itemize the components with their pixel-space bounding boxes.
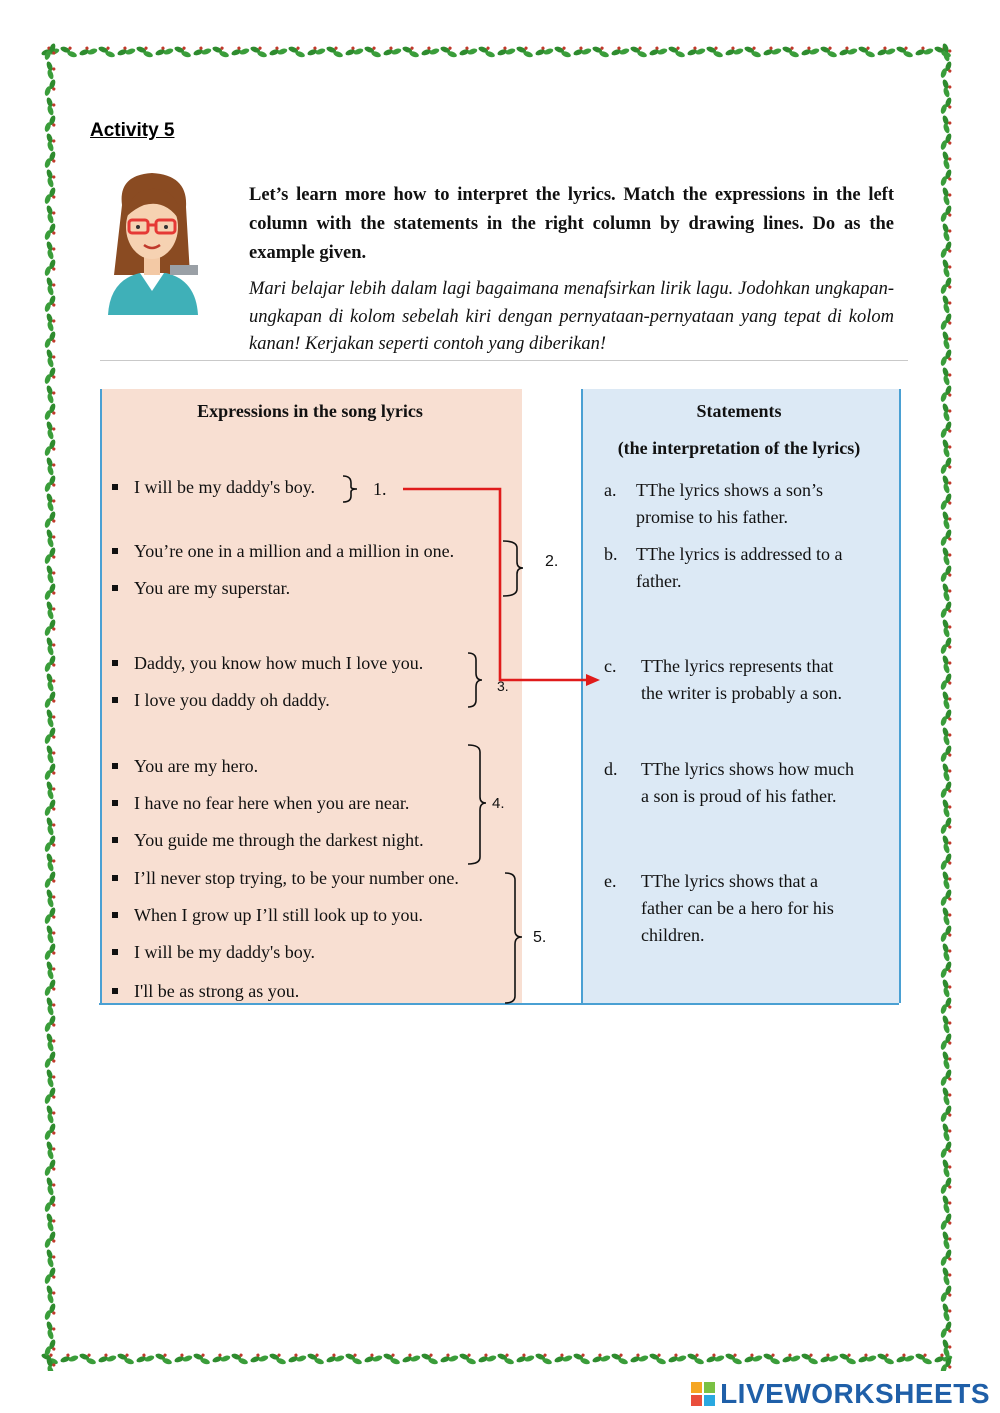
holly-leaf-icon bbox=[940, 888, 955, 908]
holly-leaf-icon bbox=[44, 1212, 59, 1232]
holly-leaf-icon bbox=[268, 1351, 288, 1366]
holly-leaf-icon bbox=[44, 456, 59, 476]
holly-leaf-icon bbox=[940, 852, 955, 872]
expression-4-1: You are my hero. bbox=[112, 756, 258, 777]
holly-leaf-icon bbox=[44, 348, 59, 368]
holly-leaf-icon bbox=[44, 528, 59, 548]
holly-leaf-icon bbox=[940, 726, 955, 746]
divider bbox=[100, 360, 908, 361]
holly-leaf-icon bbox=[44, 888, 59, 908]
holly-leaf-icon bbox=[44, 1140, 59, 1160]
holly-leaf-icon bbox=[940, 1032, 955, 1052]
holly-leaf-icon bbox=[249, 1351, 269, 1366]
holly-leaf-icon bbox=[116, 1351, 136, 1366]
holly-leaf-icon bbox=[572, 1351, 592, 1366]
holly-leaf-icon bbox=[287, 44, 307, 59]
holly-leaf-icon bbox=[154, 44, 174, 59]
holly-leaf-icon bbox=[800, 1351, 820, 1366]
expression-4-3: You guide me through the darkest night. bbox=[112, 830, 424, 851]
holly-leaf-icon bbox=[940, 1104, 955, 1124]
holly-leaf-icon bbox=[648, 1351, 668, 1366]
holly-leaf-icon bbox=[819, 44, 839, 59]
holly-leaf-icon bbox=[876, 44, 896, 59]
holly-leaf-icon bbox=[629, 1351, 649, 1366]
holly-leaf-icon bbox=[44, 906, 59, 926]
holly-leaf-icon bbox=[940, 312, 955, 332]
holly-leaf-icon bbox=[44, 150, 59, 170]
holly-leaf-icon bbox=[44, 816, 59, 836]
expression-5-3: I will be my daddy's boy. bbox=[112, 942, 315, 963]
holly-leaf-icon bbox=[940, 438, 955, 458]
holly-leaf-icon bbox=[496, 44, 516, 59]
holly-leaf-icon bbox=[838, 1351, 858, 1366]
holly-leaf-icon bbox=[154, 1351, 174, 1366]
holly-leaf-icon bbox=[940, 1086, 955, 1106]
holly-leaf-icon bbox=[940, 654, 955, 674]
holly-leaf-icon bbox=[591, 44, 611, 59]
group-number-2: 2. bbox=[545, 553, 559, 570]
holly-leaf-icon bbox=[940, 978, 955, 998]
holly-leaf-icon bbox=[97, 44, 117, 59]
holly-leaf-icon bbox=[857, 1351, 877, 1366]
holly-leaf-icon bbox=[940, 222, 955, 242]
holly-leaf-icon bbox=[940, 762, 955, 782]
holly-leaf-icon bbox=[44, 1032, 59, 1052]
holly-leaf-icon bbox=[44, 1158, 59, 1178]
holly-leaf-icon bbox=[940, 996, 955, 1016]
holly-leaf-icon bbox=[44, 1122, 59, 1142]
holly-leaf-icon bbox=[572, 44, 592, 59]
holly-leaf-icon bbox=[940, 1014, 955, 1034]
table-bottom-border bbox=[99, 1003, 899, 1005]
holly-leaf-icon bbox=[230, 1351, 250, 1366]
expression-5-1: I’ll never stop trying, to be your number one. bbox=[112, 868, 459, 889]
holly-leaf-icon bbox=[44, 132, 59, 152]
holly-leaf-icon bbox=[940, 492, 955, 512]
holly-leaf-icon bbox=[44, 1302, 59, 1322]
holly-leaf-icon bbox=[940, 834, 955, 854]
expression-5-4: I'll be as strong as you. bbox=[112, 981, 299, 1002]
holly-leaf-icon bbox=[940, 96, 955, 116]
statement-a-line2: promise to his father. bbox=[636, 507, 788, 527]
holly-leaf-icon bbox=[44, 726, 59, 746]
holly-leaf-icon bbox=[838, 44, 858, 59]
statements-header: Statements bbox=[696, 401, 782, 421]
holly-leaf-icon bbox=[940, 672, 955, 692]
holly-leaf-icon bbox=[781, 44, 801, 59]
statement-d-letter: d. bbox=[604, 759, 618, 779]
holly-leaf-icon bbox=[44, 780, 59, 800]
holly-leaf-icon bbox=[401, 1351, 421, 1366]
holly-leaf-icon bbox=[940, 204, 955, 224]
holly-leaf-icon bbox=[940, 546, 955, 566]
holly-leaf-icon bbox=[895, 44, 915, 59]
holly-leaf-icon bbox=[135, 44, 155, 59]
holly-leaf-icon bbox=[515, 44, 535, 59]
holly-leaf-icon bbox=[382, 44, 402, 59]
holly-leaf-icon bbox=[940, 1194, 955, 1214]
holly-leaf-icon bbox=[940, 618, 955, 638]
holly-leaf-icon bbox=[940, 1140, 955, 1160]
holly-leaf-icon bbox=[940, 1302, 955, 1322]
holly-leaf-icon bbox=[44, 654, 59, 674]
holly-leaf-icon bbox=[940, 348, 955, 368]
liveworksheets-logo-text: LIVEWORKSHEETS bbox=[720, 1378, 990, 1409]
holly-leaf-icon bbox=[44, 510, 59, 530]
holly-leaf-icon bbox=[44, 186, 59, 206]
holly-leaf-icon bbox=[553, 44, 573, 59]
holly-leaf-icon bbox=[940, 528, 955, 548]
holly-leaf-icon bbox=[940, 150, 955, 170]
holly-leaf-icon bbox=[78, 1351, 98, 1366]
holly-leaf-icon bbox=[940, 924, 955, 944]
holly-leaf-icon bbox=[940, 1158, 955, 1178]
holly-leaf-icon bbox=[44, 744, 59, 764]
holly-leaf-icon bbox=[940, 456, 955, 476]
holly-leaf-icon bbox=[743, 1351, 763, 1366]
holly-leaf-icon bbox=[914, 44, 934, 59]
group-number-1: 1. bbox=[373, 479, 387, 499]
holly-leaf-icon bbox=[439, 44, 459, 59]
holly-leaf-icon bbox=[325, 44, 345, 59]
holly-leaf-icon bbox=[686, 1351, 706, 1366]
holly-leaf-icon bbox=[44, 690, 59, 710]
holly-leaf-icon bbox=[44, 978, 59, 998]
statement-e-letter: e. bbox=[604, 871, 617, 891]
holly-leaf-icon bbox=[940, 276, 955, 296]
holly-leaf-icon bbox=[344, 44, 364, 59]
holly-leaf-icon bbox=[287, 1351, 307, 1366]
holly-leaf-icon bbox=[940, 384, 955, 404]
holly-leaf-icon bbox=[610, 1351, 630, 1366]
holly-leaf-icon bbox=[363, 1351, 383, 1366]
holly-leaf-icon bbox=[940, 258, 955, 278]
holly-leaf-icon bbox=[439, 1351, 459, 1366]
holly-leaf-icon bbox=[940, 636, 955, 656]
holly-leaf-icon bbox=[940, 60, 955, 80]
holly-leaf-icon bbox=[940, 1050, 955, 1070]
expression-3-1: Daddy, you know how much I love you. bbox=[112, 653, 423, 674]
holly-leaf-icon bbox=[44, 870, 59, 890]
holly-leaf-icon bbox=[705, 1351, 725, 1366]
holly-leaf-icon bbox=[940, 78, 955, 98]
holly-leaf-icon bbox=[173, 44, 193, 59]
holly-leaf-icon bbox=[940, 1212, 955, 1232]
liveworksheets-logo-icon bbox=[690, 1381, 716, 1407]
holly-leaf-icon bbox=[44, 834, 59, 854]
holly-leaf-icon bbox=[762, 44, 782, 59]
holly-leaf-icon bbox=[477, 44, 497, 59]
expression-2-1: You’re one in a million and a million in one. bbox=[112, 541, 454, 562]
statement-c-line1: TThe lyrics represents that bbox=[641, 656, 834, 676]
expression-2-2: You are my superstar. bbox=[112, 578, 290, 599]
holly-leaf-icon bbox=[940, 870, 955, 890]
holly-leaf-icon bbox=[940, 510, 955, 530]
holly-leaf-icon bbox=[420, 1351, 440, 1366]
holly-leaf-icon bbox=[940, 690, 955, 710]
holly-leaf-icon bbox=[534, 1351, 554, 1366]
holly-leaf-icon bbox=[44, 960, 59, 980]
holly-leaf-icon bbox=[401, 44, 421, 59]
holly-leaf-icon bbox=[268, 44, 288, 59]
holly-leaf-icon bbox=[940, 906, 955, 926]
expression-5-2: When I grow up I’ll still look up to you. bbox=[112, 905, 423, 926]
statement-b-line2: father. bbox=[636, 571, 682, 591]
holly-leaf-icon bbox=[940, 1248, 955, 1268]
holly-leaf-icon bbox=[44, 222, 59, 242]
holly-leaf-icon bbox=[940, 474, 955, 494]
holly-leaf-icon bbox=[940, 366, 955, 386]
instructions-english: Let’s learn more how to interpret the lyrics. Match the expressions in the left column with the statements in the right column by drawing lines. Do as the example given. bbox=[249, 185, 894, 263]
holly-leaf-icon bbox=[610, 44, 630, 59]
holly-leaf-icon bbox=[44, 798, 59, 818]
holly-leaf-icon bbox=[667, 1351, 687, 1366]
holly-leaf-icon bbox=[44, 240, 59, 260]
holly-leaf-icon bbox=[116, 44, 136, 59]
holly-leaf-icon bbox=[940, 744, 955, 764]
holly-leaf-icon bbox=[44, 1086, 59, 1106]
statement-d bbox=[604, 756, 894, 816]
holly-leaf-icon bbox=[44, 924, 59, 944]
group-number-4: 4. bbox=[492, 795, 505, 812]
holly-leaf-icon bbox=[306, 44, 326, 59]
holly-leaf-icon bbox=[78, 44, 98, 59]
holly-leaf-icon bbox=[648, 44, 668, 59]
holly-leaf-icon bbox=[44, 1068, 59, 1088]
expressions-header: Expressions in the song lyrics bbox=[197, 401, 423, 421]
holly-leaf-icon bbox=[382, 1351, 402, 1366]
holly-leaf-icon bbox=[44, 204, 59, 224]
holly-leaf-icon bbox=[44, 96, 59, 116]
holly-leaf-icon bbox=[230, 44, 250, 59]
holly-leaf-icon bbox=[44, 1356, 59, 1371]
holly-leaf-icon bbox=[44, 1104, 59, 1124]
holly-leaf-icon bbox=[344, 1351, 364, 1366]
holly-leaf-icon bbox=[940, 1356, 955, 1371]
holly-leaf-icon bbox=[591, 1351, 611, 1366]
holly-leaf-icon bbox=[44, 78, 59, 98]
group-number-3: 3. bbox=[497, 678, 509, 694]
holly-leaf-icon bbox=[724, 44, 744, 59]
holly-leaf-icon bbox=[940, 600, 955, 620]
holly-leaf-icon bbox=[44, 1194, 59, 1214]
holly-leaf-icon bbox=[800, 44, 820, 59]
statements-subheader: (the interpretation of the lyrics) bbox=[617, 438, 861, 458]
holly-leaf-icon bbox=[44, 1230, 59, 1250]
instructions-malay: Mari belajar lebih dalam lagi bagaimana menafsirkan lirik lagu. Jodohkan ungkapan-ungkapan di kolom sebelah kiri dengan pernyataan-pernyataan yang tepat di kolom kanan! Kerjakan seperti contoh yang diberikan! bbox=[249, 279, 894, 354]
statement-b bbox=[604, 541, 894, 601]
holly-leaf-icon bbox=[940, 42, 955, 62]
holly-leaf-icon bbox=[44, 762, 59, 782]
holly-leaf-icon bbox=[44, 618, 59, 638]
holly-leaf-icon bbox=[44, 438, 59, 458]
holly-leaf-icon bbox=[363, 44, 383, 59]
holly-leaf-icon bbox=[940, 1266, 955, 1286]
holly-leaf-icon bbox=[940, 1320, 955, 1340]
holly-leaf-icon bbox=[44, 276, 59, 296]
liveworksheets-logo bbox=[690, 1378, 990, 1410]
holly-leaf-icon bbox=[940, 420, 955, 440]
expression-3-2: I love you daddy oh daddy. bbox=[112, 690, 330, 711]
holly-leaf-icon bbox=[940, 564, 955, 584]
holly-leaf-icon bbox=[940, 240, 955, 260]
holly-leaf-icon bbox=[940, 186, 955, 206]
holly-leaf-icon bbox=[44, 672, 59, 692]
holly-border-right bbox=[934, 38, 960, 1371]
holly-leaf-icon bbox=[940, 780, 955, 800]
holly-leaf-icon bbox=[496, 1351, 516, 1366]
holly-leaf-icon bbox=[44, 330, 59, 350]
holly-leaf-icon bbox=[44, 258, 59, 278]
holly-leaf-icon bbox=[724, 1351, 744, 1366]
holly-leaf-icon bbox=[940, 330, 955, 350]
holly-leaf-icon bbox=[44, 1320, 59, 1340]
teacher-illustration bbox=[100, 165, 205, 315]
holly-leaf-icon bbox=[44, 1248, 59, 1268]
holly-leaf-icon bbox=[173, 1351, 193, 1366]
statement-a-line1: TThe lyrics shows a son’s bbox=[636, 480, 823, 500]
holly-leaf-icon bbox=[940, 1338, 955, 1358]
holly-leaf-icon bbox=[940, 708, 955, 728]
holly-leaf-icon bbox=[211, 44, 231, 59]
statement-b-letter: b. bbox=[604, 544, 618, 564]
holly-border-bottom bbox=[40, 1345, 960, 1371]
holly-leaf-icon bbox=[44, 582, 59, 602]
holly-leaf-icon bbox=[211, 1351, 231, 1366]
holly-leaf-icon bbox=[44, 402, 59, 422]
holly-leaf-icon bbox=[44, 1338, 59, 1358]
statement-d-line2: a son is proud of his father. bbox=[641, 786, 837, 806]
holly-leaf-icon bbox=[44, 492, 59, 512]
holly-leaf-icon bbox=[629, 44, 649, 59]
holly-leaf-icon bbox=[553, 1351, 573, 1366]
holly-leaf-icon bbox=[534, 44, 554, 59]
holly-leaf-icon bbox=[762, 1351, 782, 1366]
statement-c-letter: c. bbox=[604, 656, 617, 676]
holly-leaf-icon bbox=[667, 44, 687, 59]
holly-border-left bbox=[38, 38, 64, 1371]
statement-e-line1: TThe lyrics shows that a bbox=[641, 871, 818, 891]
holly-leaf-icon bbox=[44, 1266, 59, 1286]
holly-leaf-icon bbox=[857, 44, 877, 59]
activity-title: Activity 5 bbox=[90, 120, 175, 141]
holly-leaf-icon bbox=[44, 168, 59, 188]
holly-leaf-icon bbox=[781, 1351, 801, 1366]
holly-leaf-icon bbox=[686, 44, 706, 59]
holly-leaf-icon bbox=[249, 44, 269, 59]
holly-leaf-icon bbox=[940, 1068, 955, 1088]
holly-leaf-icon bbox=[515, 1351, 535, 1366]
holly-leaf-icon bbox=[895, 1351, 915, 1366]
holly-leaf-icon bbox=[44, 114, 59, 134]
statement-d-line1: TThe lyrics shows how much bbox=[641, 759, 854, 779]
holly-leaf-icon bbox=[44, 564, 59, 584]
holly-leaf-icon bbox=[914, 1351, 934, 1366]
holly-leaf-icon bbox=[44, 1014, 59, 1034]
holly-leaf-icon bbox=[940, 798, 955, 818]
holly-leaf-icon bbox=[135, 1351, 155, 1366]
statement-e-line3: children. bbox=[641, 925, 705, 945]
statement-e-line2: father can be a hero for his bbox=[641, 898, 834, 918]
statement-b-line1: TThe lyrics is addressed to a bbox=[636, 544, 843, 564]
statement-e bbox=[604, 868, 894, 958]
holly-leaf-icon bbox=[44, 600, 59, 620]
holly-leaf-icon bbox=[44, 708, 59, 728]
holly-leaf-icon bbox=[44, 42, 59, 62]
holly-leaf-icon bbox=[97, 1351, 117, 1366]
holly-leaf-icon bbox=[458, 1351, 478, 1366]
statement-a bbox=[604, 477, 894, 537]
statement-a-letter: a. bbox=[604, 480, 617, 500]
holly-leaf-icon bbox=[44, 942, 59, 962]
holly-leaf-icon bbox=[325, 1351, 345, 1366]
holly-leaf-icon bbox=[940, 942, 955, 962]
holly-leaf-icon bbox=[420, 44, 440, 59]
holly-leaf-icon bbox=[44, 1284, 59, 1304]
holly-leaf-icon bbox=[940, 168, 955, 188]
holly-leaf-icon bbox=[44, 366, 59, 386]
holly-leaf-icon bbox=[44, 60, 59, 80]
holly-leaf-icon bbox=[876, 1351, 896, 1366]
statement-c bbox=[604, 653, 894, 713]
holly-leaf-icon bbox=[44, 852, 59, 872]
holly-leaf-icon bbox=[940, 132, 955, 152]
holly-leaf-icon bbox=[940, 960, 955, 980]
holly-leaf-icon bbox=[705, 44, 725, 59]
expression-1-1: I will be my daddy's boy. bbox=[112, 477, 315, 498]
holly-border-top bbox=[40, 38, 960, 64]
holly-leaf-icon bbox=[44, 1050, 59, 1070]
holly-leaf-icon bbox=[940, 1122, 955, 1142]
holly-leaf-icon bbox=[743, 44, 763, 59]
holly-leaf-icon bbox=[458, 44, 478, 59]
holly-leaf-icon bbox=[44, 420, 59, 440]
holly-leaf-icon bbox=[477, 1351, 497, 1366]
holly-leaf-icon bbox=[940, 294, 955, 314]
expression-4-2: I have no fear here when you are near. bbox=[112, 793, 409, 814]
holly-leaf-icon bbox=[192, 1351, 212, 1366]
holly-leaf-icon bbox=[44, 636, 59, 656]
holly-leaf-icon bbox=[44, 546, 59, 566]
holly-leaf-icon bbox=[44, 312, 59, 332]
holly-leaf-icon bbox=[44, 384, 59, 404]
holly-leaf-icon bbox=[940, 1176, 955, 1196]
holly-leaf-icon bbox=[940, 582, 955, 602]
holly-leaf-icon bbox=[940, 816, 955, 836]
statement-c-line2: the writer is probably a son. bbox=[641, 683, 842, 703]
holly-leaf-icon bbox=[306, 1351, 326, 1366]
holly-leaf-icon bbox=[192, 44, 212, 59]
holly-leaf-icon bbox=[44, 474, 59, 494]
holly-leaf-icon bbox=[940, 402, 955, 422]
holly-leaf-icon bbox=[940, 114, 955, 134]
holly-leaf-icon bbox=[44, 996, 59, 1016]
holly-leaf-icon bbox=[940, 1230, 955, 1250]
group-number-5: 5. bbox=[533, 929, 547, 946]
holly-leaf-icon bbox=[44, 1176, 59, 1196]
holly-leaf-icon bbox=[44, 294, 59, 314]
holly-leaf-icon bbox=[940, 1284, 955, 1304]
holly-leaf-icon bbox=[819, 1351, 839, 1366]
